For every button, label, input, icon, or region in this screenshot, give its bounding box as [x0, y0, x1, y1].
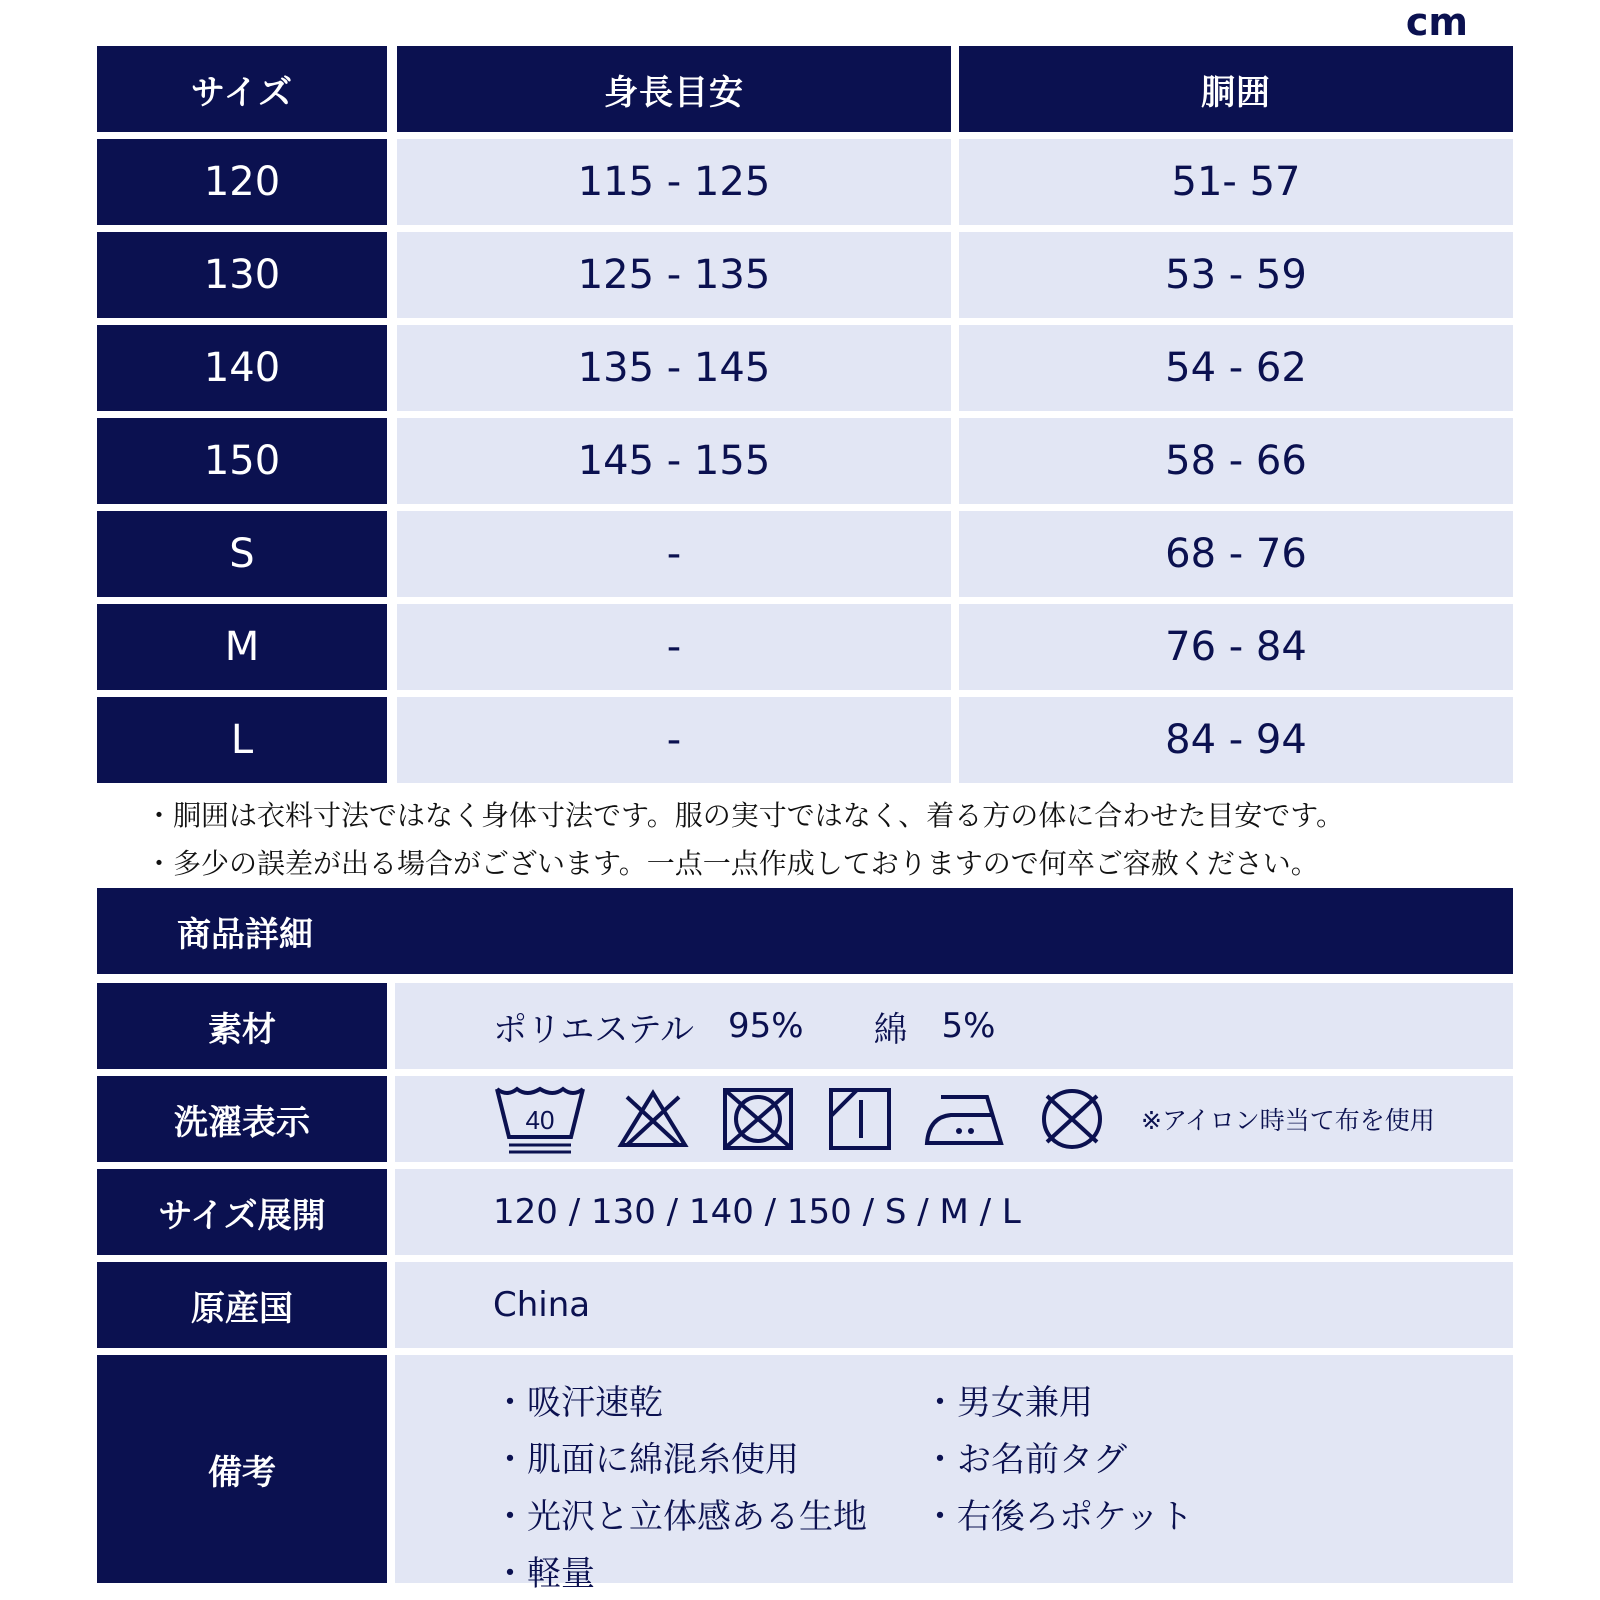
material-label: 素材: [97, 983, 387, 1069]
row-height: 135 - 145: [397, 325, 951, 411]
row-height: -: [397, 697, 951, 783]
details-title: 商品詳細: [97, 888, 1513, 974]
sizes-label: サイズ展開: [97, 1169, 387, 1255]
row-height: -: [397, 511, 951, 597]
material-value: [395, 983, 1513, 1069]
row-size: M: [97, 604, 387, 690]
row-waist: 58 - 66: [959, 418, 1513, 504]
remark-item: ・軽量: [493, 1554, 595, 1594]
remark-item: ・吸汗速乾: [493, 1383, 663, 1423]
row-height: 125 - 135: [397, 232, 951, 318]
row-height: 145 - 155: [397, 418, 951, 504]
remark-item: ・お名前タグ: [923, 1440, 1127, 1480]
origin-value: China: [395, 1262, 1513, 1348]
row-waist: 68 - 76: [959, 511, 1513, 597]
no-bleach-icon: [617, 1087, 689, 1151]
header-waist: 胴囲: [959, 46, 1513, 132]
header-size: サイズ: [97, 46, 387, 132]
row-size: 150: [97, 418, 387, 504]
svg-text:40: 40: [525, 1105, 555, 1135]
line-dry-shade-icon: [827, 1086, 893, 1152]
material-pct-polyester: 95%: [727, 1006, 804, 1046]
care-note: ※アイロン時当て布を使用: [1141, 1106, 1435, 1135]
row-waist: 76 - 84: [959, 604, 1513, 690]
no-dry-clean-icon: [1037, 1086, 1107, 1152]
material-item-cotton: 綿: [873, 1009, 908, 1050]
sizes-value: 120 / 130 / 140 / 150 / S / M / L: [395, 1169, 1513, 1255]
row-waist: 51- 57: [959, 139, 1513, 225]
remarks-label: 備考: [97, 1355, 387, 1583]
care-label: 洗濯表示: [97, 1076, 387, 1162]
no-tumble-dry-icon: [719, 1086, 797, 1152]
row-size: S: [97, 511, 387, 597]
row-size: 120: [97, 139, 387, 225]
remark-item: ・光沢と立体感ある生地: [493, 1497, 867, 1537]
remark-item: ・男女兼用: [923, 1383, 1093, 1423]
row-size: 130: [97, 232, 387, 318]
origin-label: 原産国: [97, 1262, 387, 1348]
header-height: 身長目安: [397, 46, 951, 132]
iron-medium-icon: [923, 1089, 1007, 1149]
note-waist: ・胴囲は衣料寸法ではなく身体寸法です。服の実寸ではなく、着る方の体に合わせた目安です。: [145, 799, 1344, 832]
note-tolerance: ・多少の誤差が出る場合がございます。一点一点作成しておりますので何卒ご容赦ください。: [145, 847, 1319, 880]
row-size: L: [97, 697, 387, 783]
row-waist: 84 - 94: [959, 697, 1513, 783]
remark-item: ・右後ろポケット: [923, 1497, 1194, 1537]
row-height: 115 - 125: [397, 139, 951, 225]
material-item-polyester: ポリエステル: [493, 1009, 694, 1050]
row-height: -: [397, 604, 951, 690]
row-waist: 53 - 59: [959, 232, 1513, 318]
row-size: 140: [97, 325, 387, 411]
remarks-value: [395, 1355, 1513, 1594]
remark-item: ・肌面に綿混糸使用: [493, 1440, 799, 1480]
care-value: [395, 1076, 1513, 1162]
material-pct-cotton: 5%: [941, 1006, 996, 1046]
wash-40-gentle-icon: [493, 1081, 587, 1157]
row-waist: 54 - 62: [959, 325, 1513, 411]
unit-label: cm: [1405, 0, 1468, 44]
